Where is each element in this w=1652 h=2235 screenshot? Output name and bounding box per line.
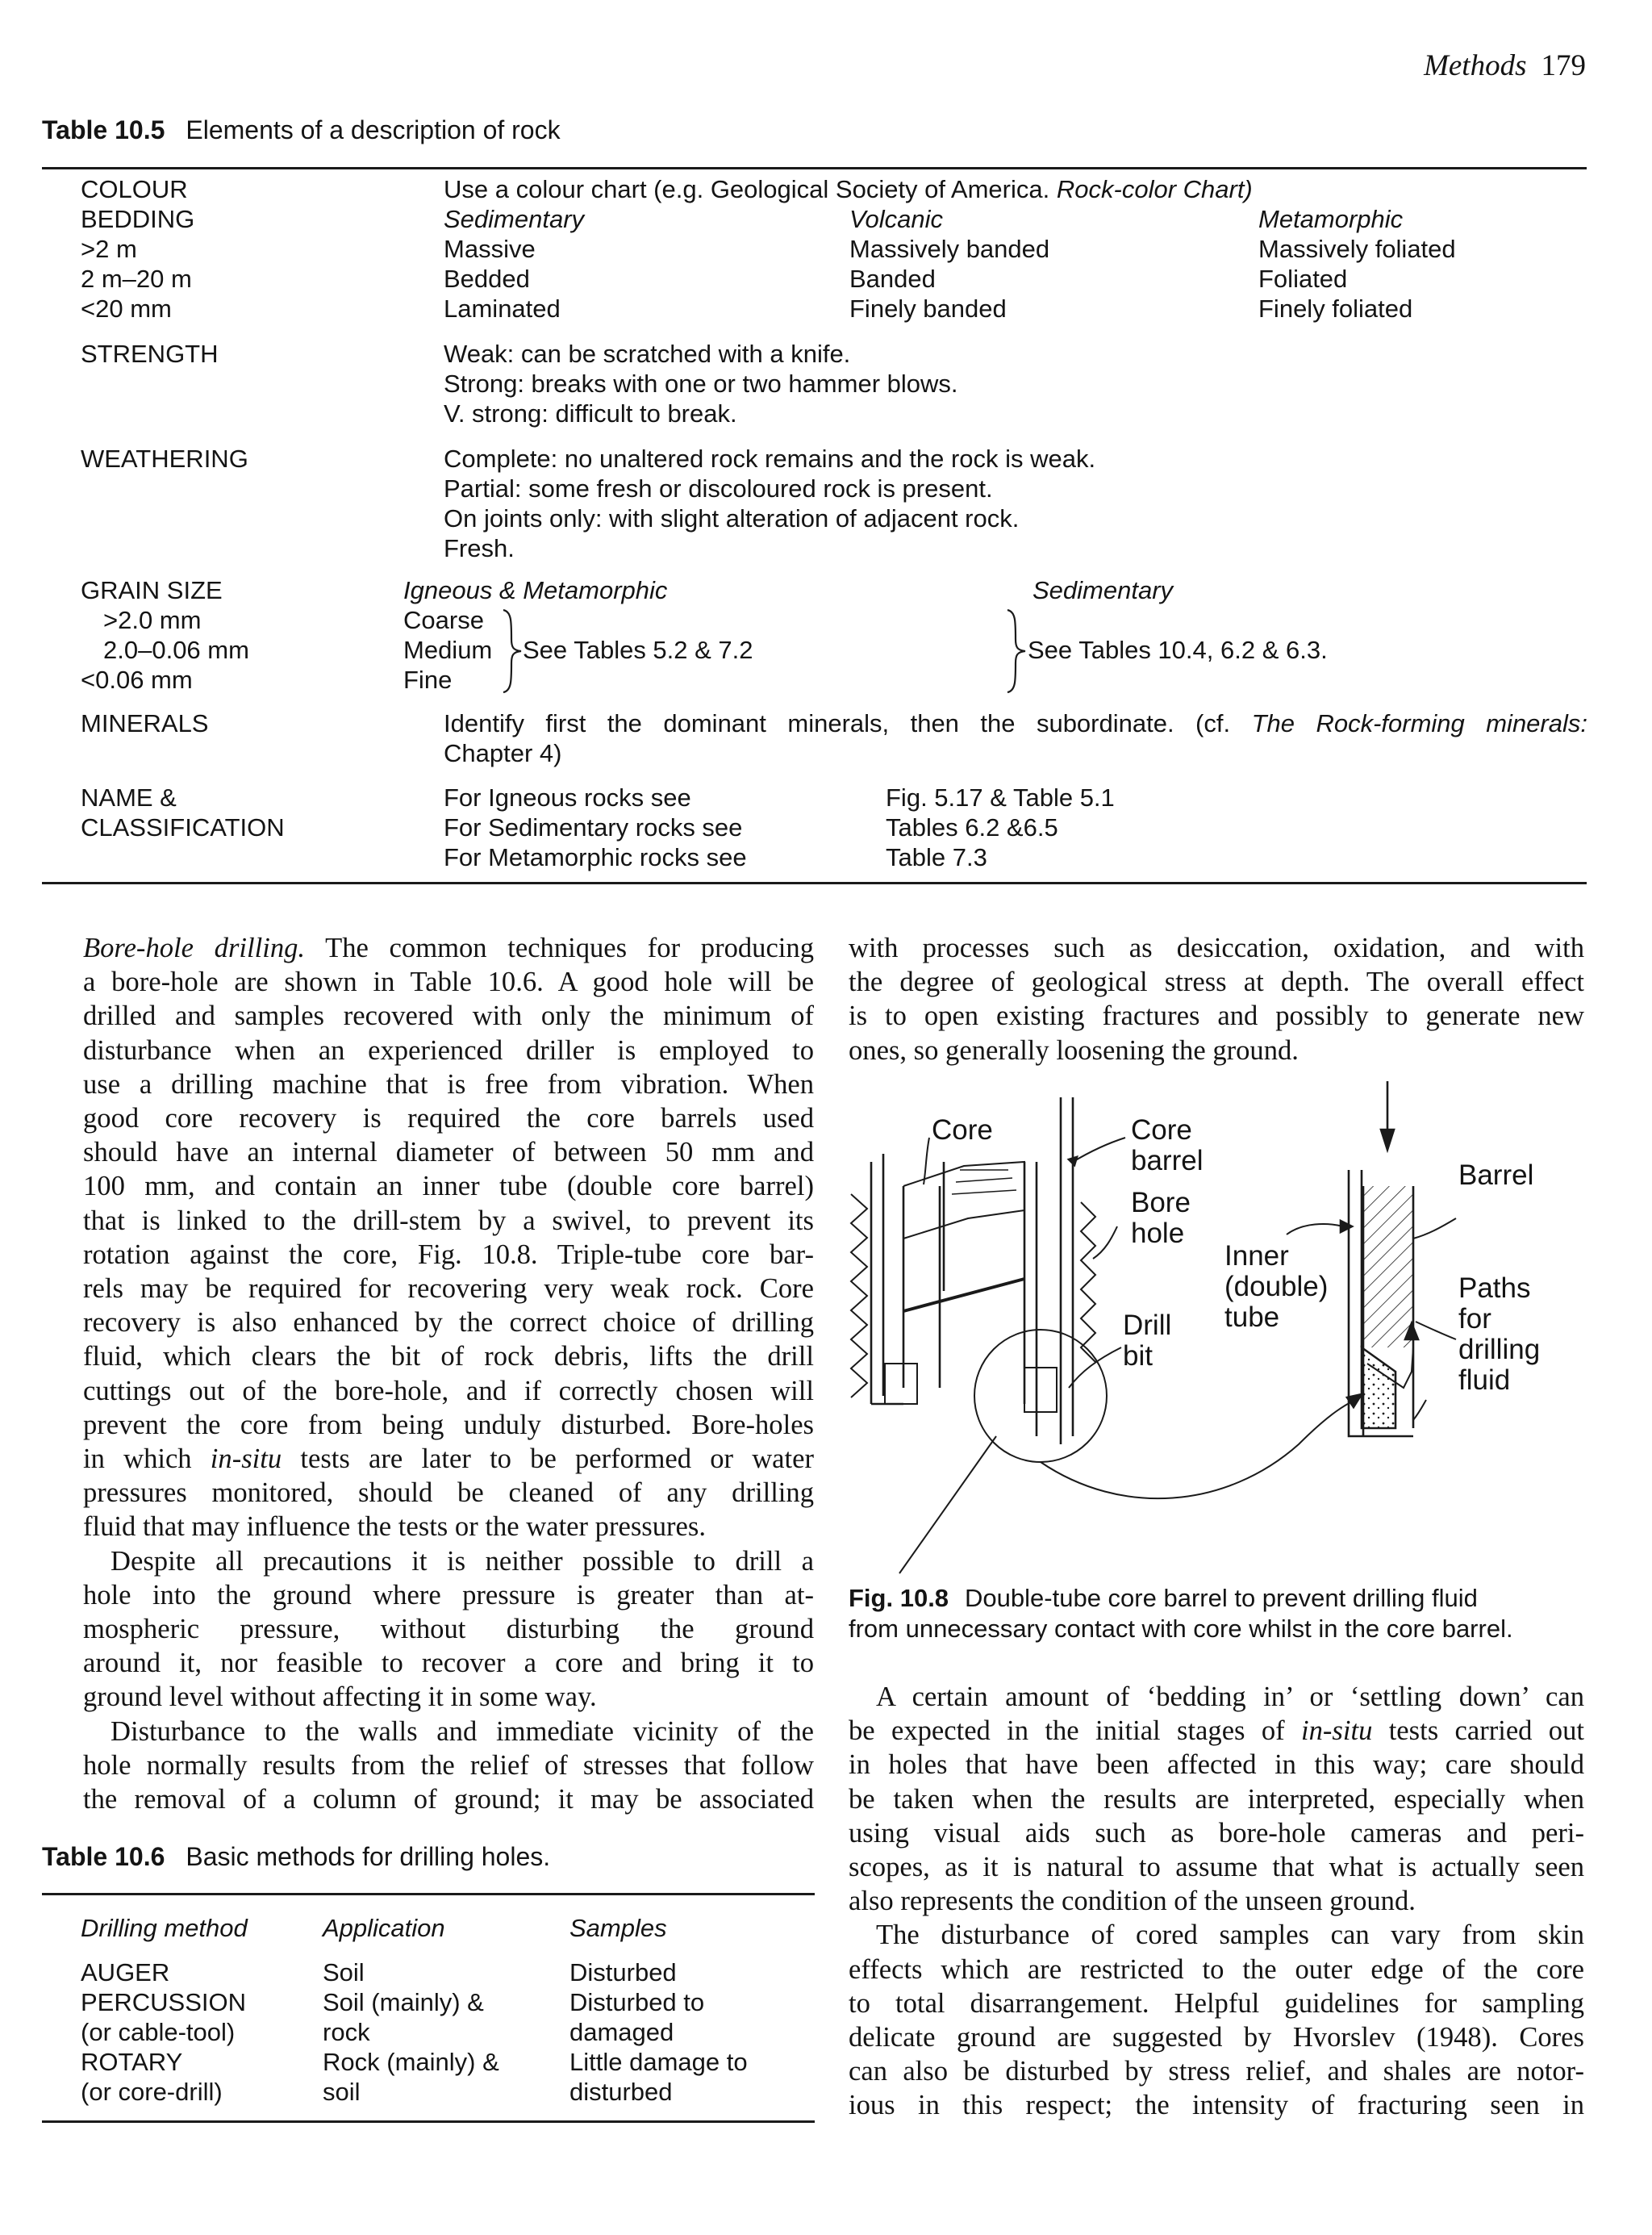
grain-class: Fine xyxy=(403,666,453,694)
figure-10-8 xyxy=(839,1081,1589,1581)
label-paths: fluid xyxy=(1458,1364,1511,1396)
text-line: fluid, which clears the bit of rock debris, lifts the drill xyxy=(83,1341,814,1372)
text-line: to total disarrangement. Helpful guidelines for sampling xyxy=(849,1987,1584,2019)
table-cell: Soil (mainly) & xyxy=(323,1988,484,2016)
label-core-barrel: barrel xyxy=(1131,1145,1204,1176)
table-cell: ROTARY xyxy=(81,2048,183,2076)
table-10-5-caption xyxy=(42,115,561,145)
term-weathering: WEATHERING xyxy=(81,445,248,473)
bed-size: <20 mm xyxy=(81,295,172,323)
table-cell: (or core-drill) xyxy=(81,2078,223,2106)
text-line: pressures monitored, should be cleaned of any drilling xyxy=(83,1477,814,1509)
text-line: using visual aids such as bore-hole cameras and peri- xyxy=(849,1817,1584,1849)
text-line: disturbance when an experienced driller is employed to xyxy=(83,1034,814,1066)
text-line: with processes such as desiccation, oxidation, and with xyxy=(849,933,1584,963)
table-cell: (or cable-tool) xyxy=(81,2018,236,2046)
text-line: hole into the ground where pressure is greater than at- xyxy=(83,1579,814,1610)
label-drill-bit: bit xyxy=(1123,1340,1153,1372)
bed-size: >2 m xyxy=(81,235,137,263)
text-line: rotation against the core, Fig. 10.8. Triple-tube core bar- xyxy=(83,1239,814,1270)
text-line: Despite all precautions it is neither possible to drill a xyxy=(111,1545,814,1577)
table-cell: Disturbed to xyxy=(569,1988,705,2016)
text-line: rels may be required for recovering very weak rock. Core xyxy=(83,1273,814,1305)
text-line: be taken when the results are interpreted, especially when xyxy=(849,1783,1584,1815)
text-line: ious in this respect; the intensity of fracturing seen in xyxy=(849,2090,1584,2121)
text-line: is to open existing fractures and possibly to generate new xyxy=(849,1001,1584,1032)
label-paths: for xyxy=(1458,1303,1491,1335)
running-head xyxy=(1424,48,1586,83)
table-10-6-caption xyxy=(42,1842,550,1872)
table-cell: damaged xyxy=(569,2018,674,2046)
weathering-line: Complete: no unaltered rock remains and the rock is weak. xyxy=(444,445,1096,473)
label-inner-tube: tube xyxy=(1224,1301,1280,1333)
text-line: fluid that may influence the tests or the water pressures. xyxy=(83,1511,706,1543)
bed-sed: Laminated xyxy=(444,295,561,323)
label-paths: Paths xyxy=(1458,1272,1531,1304)
strength-line: V. strong: difficult to break. xyxy=(444,399,737,428)
text-line: delicate ground are suggested by Hvorslev (1948). Cores xyxy=(849,2022,1584,2053)
col-header: Application xyxy=(323,1914,445,1942)
table-top-rule xyxy=(42,167,1587,169)
weathering-line: Fresh. xyxy=(444,534,515,562)
paragraph-processes xyxy=(849,931,1584,1067)
term-strength: STRENGTH xyxy=(81,340,219,368)
label-drill-bit: Drill xyxy=(1123,1310,1172,1341)
text-line: Disturbance to the walls and immediate vicinity of the xyxy=(111,1715,814,1747)
text-line: 100 mm, and contain an inner tube (double core barrel) xyxy=(83,1171,814,1202)
text-line: recovery is also enhanced by the correct choice of drilling xyxy=(83,1307,814,1339)
grain-size-value: 2.0–0.06 mm xyxy=(103,636,249,664)
bed-met: Massively foliated xyxy=(1258,235,1456,263)
text-line: scopes, as it is natural to assume that what is actually seen xyxy=(849,1852,1584,1883)
term-classification: CLASSIFICATION xyxy=(81,813,285,842)
table-cell: Little damage to xyxy=(569,2048,748,2076)
head-metamorphic: Metamorphic xyxy=(1258,205,1404,233)
strength-line: Weak: can be scratched with a knife. xyxy=(444,340,851,368)
table-cell: PERCUSSION xyxy=(81,1988,246,2016)
table-bottom-rule xyxy=(42,882,1587,884)
weathering-line: Partial: some fresh or discoloured rock is present. xyxy=(444,474,993,503)
head-grain-sedimentary: Sedimentary xyxy=(1032,576,1174,604)
name-row-text: For Sedimentary rocks see xyxy=(444,813,743,842)
text-line: The disturbance of cored samples can vary from skin xyxy=(876,1920,1584,1951)
strength-line: Strong: breaks with one or two hammer blows. xyxy=(444,370,958,398)
text-line: in holes that have been affected in this way; care should xyxy=(849,1749,1584,1781)
label-core: Core xyxy=(932,1114,993,1146)
label-core-barrel: Core xyxy=(1131,1114,1192,1146)
name-row-ref: Tables 6.2 &6.5 xyxy=(886,813,1058,842)
text-line: that is linked to the drill-stem by a swivel, to prevent its xyxy=(83,1205,814,1236)
text-line: should have an internal diameter of between 50 mm and xyxy=(83,1137,814,1168)
table-top-rule xyxy=(42,1893,815,1895)
text-line: a bore-hole are shown in Table 10.6. A good hole will be xyxy=(83,967,814,998)
text-line: good core recovery is required the core barrels used xyxy=(83,1103,814,1134)
text-line: effects which are restricted to the outer edge of the core xyxy=(849,1953,1584,1985)
label-inner-tube: Inner xyxy=(1224,1240,1289,1272)
text-line: ground level without affecting it in some way. xyxy=(83,1681,597,1713)
bed-vol: Banded xyxy=(849,265,936,293)
term-name: NAME & xyxy=(81,783,177,812)
bed-met: Finely foliated xyxy=(1258,295,1413,323)
bed-vol: Massively banded xyxy=(849,235,1050,263)
weathering-line: On joints only: with slight alteration of adjacent rock. xyxy=(444,504,1020,533)
head-sedimentary: Sedimentary xyxy=(444,205,585,233)
col-header: Samples xyxy=(569,1914,667,1942)
section-title: Methods xyxy=(1424,49,1527,82)
grain-igneous-ref: See Tables 5.2 & 7.2 xyxy=(523,636,753,664)
text-line: use a drilling machine that is free from vibration. When xyxy=(83,1068,814,1100)
col-header: Drilling method xyxy=(81,1914,248,1942)
text-line: also represents the condition of the unseen ground. xyxy=(849,1886,1416,1917)
name-row-ref: Table 7.3 xyxy=(886,843,987,871)
grain-size-value: >2.0 mm xyxy=(103,606,202,634)
bed-met: Foliated xyxy=(1258,265,1348,293)
label-bore-hole: Bore xyxy=(1131,1187,1191,1218)
table-cell: Soil xyxy=(323,1958,365,1986)
text-line: can also be disturbed by stress relief, and shales are notor- xyxy=(849,2056,1584,2087)
term-bedding: BEDDING xyxy=(81,205,195,233)
table-label: Table 10.5 xyxy=(42,115,165,144)
table-bottom-rule xyxy=(42,2120,815,2123)
figure-label: Fig. 10.8 xyxy=(849,1584,949,1612)
bed-size: 2 m–20 m xyxy=(81,265,192,293)
text-line: around it, nor feasible to recover a core and bring it to xyxy=(83,1648,814,1679)
name-row-ref: Fig. 5.17 & Table 5.1 xyxy=(886,783,1115,812)
label-barrel: Barrel xyxy=(1458,1159,1534,1191)
head-igneous-metamorphic: Igneous & Metamorphic xyxy=(403,576,668,604)
text-line: mospheric pressure, without disturbing the ground xyxy=(83,1614,814,1645)
term-grain-size: GRAIN SIZE xyxy=(81,576,223,604)
colour-desc: Use a colour chart (e.g. Geological Society of America. Rock-color Chart) xyxy=(444,175,1253,203)
table-caption: Elements of a description of rock xyxy=(186,115,561,144)
text-line: hole normally results from the relief of stresses that follow xyxy=(83,1749,814,1781)
text-line: drilled and samples recovered with only the minimum of xyxy=(83,1001,814,1032)
grain-class: Medium xyxy=(403,636,493,664)
text-line: the degree of geological stress at depth. The overall effect xyxy=(849,967,1584,998)
text-line: prevent the core from being unduly disturbed. Bore-holes xyxy=(83,1409,814,1440)
text-line: Bore-hole drilling. The common techniques for producing xyxy=(83,933,814,963)
text-line: A certain amount of ‘bedding in’ or ‘settling down’ can xyxy=(876,1681,1584,1712)
minerals-line1: Identify first the dominant minerals, then the subordinate. (cf. The Rock-forming minerals: xyxy=(444,709,1587,737)
text-line: in which in-situ tests are later to be performed or water xyxy=(83,1443,814,1475)
label-bore-hole: hole xyxy=(1131,1218,1185,1249)
text-line: ones, so generally loosening the ground. xyxy=(849,1034,1299,1066)
table-caption: Basic methods for drilling holes. xyxy=(186,1842,551,1871)
table-cell: rock xyxy=(323,2018,370,2046)
bed-sed: Massive xyxy=(444,235,536,263)
name-row-text: For Metamorphic rocks see xyxy=(444,843,747,871)
label-inner-tube: (double) xyxy=(1224,1271,1329,1302)
term-colour: COLOUR xyxy=(81,175,188,203)
grain-class: Coarse xyxy=(403,606,484,634)
grain-brace-igneous xyxy=(500,607,524,696)
head-volcanic: Volcanic xyxy=(849,205,944,233)
grain-sedimentary-ref: See Tables 10.4, 6.2 & 6.3. xyxy=(1028,636,1328,664)
name-row-text: For Igneous rocks see xyxy=(444,783,691,812)
table-cell: Disturbed xyxy=(569,1958,677,1986)
grain-size-value: <0.06 mm xyxy=(81,666,193,694)
paragraph-bore-hole-drilling xyxy=(83,931,814,1816)
table-cell: soil xyxy=(323,2078,361,2106)
minerals-line2: Chapter 4) xyxy=(444,739,562,767)
paragraph-bedding-in xyxy=(849,1680,1584,2123)
term-minerals: MINERALS xyxy=(81,709,209,737)
figure-caption: Fig. 10.8 Double-tube core barrel to prevent drilling fluid from unnecessary contact with core whilst in the core barrel. xyxy=(849,1584,1513,1643)
bed-sed: Bedded xyxy=(444,265,530,293)
grain-brace-sedimentary xyxy=(1004,607,1028,696)
page-number: 179 xyxy=(1541,49,1586,82)
table-cell: disturbed xyxy=(569,2078,673,2106)
label-paths: drilling xyxy=(1458,1334,1541,1365)
table-cell: AUGER xyxy=(81,1958,170,1986)
table-cell: Rock (mainly) & xyxy=(323,2048,499,2076)
text-line: be expected in the initial stages of in-situ tests carried out xyxy=(849,1715,1584,1747)
text-line: cuttings out of the bore-hole, and if correctly chosen will xyxy=(83,1375,814,1406)
bed-vol: Finely banded xyxy=(849,295,1007,323)
text-line: the removal of a column of ground; it may be associated xyxy=(83,1784,814,1815)
table-label: Table 10.6 xyxy=(42,1842,165,1871)
